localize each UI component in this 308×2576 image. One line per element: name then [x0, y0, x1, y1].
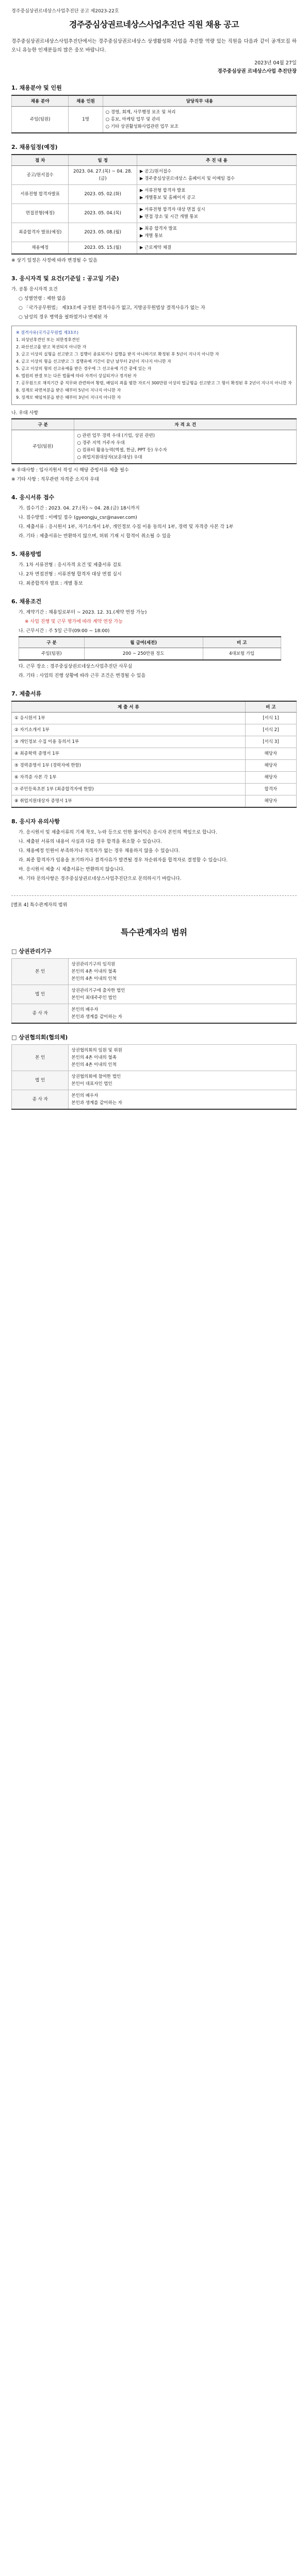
annex-item: 상권협의회에 참여한 법인 — [71, 1074, 121, 1079]
col-memo: 비 고 — [245, 701, 296, 713]
content-cell — [137, 223, 296, 242]
preference-note: ※ 기타 사항 : 직무관련 자격증 소지자 우대 — [11, 477, 99, 482]
memo-cell: 해당자 — [245, 748, 296, 760]
preference-title: 나. 우대 사항 — [11, 411, 39, 416]
col-kind: 구 분 — [12, 419, 74, 430]
condition-item: 다. 근무 장소 : 경주중심상권르네상스사업추진단 사무실 — [19, 664, 133, 669]
annex-item: 본인의 4촌 이내의 혈족 — [71, 1055, 117, 1060]
kind-cell: 법 인 — [12, 1071, 69, 1090]
condition-item: 가. 계약기간 : 채용일로부터 ~ 2023. 12. 31.(계약 연장 가능) — [19, 610, 147, 615]
content-item: ▶ 서류전형 합격자 발표 — [139, 188, 186, 193]
items-cell — [69, 1045, 297, 1071]
notice-date: 2023년 04월 27일 — [254, 60, 297, 66]
date-cell: 2023. 05. 08.(월) — [69, 223, 137, 242]
section-2-title: 2. 채용일정(예정) — [11, 144, 58, 150]
notice-number: 경주중심상권르네상스사업추진단 공고 제2023-22호 — [11, 9, 119, 14]
annex-item: 상권관리기구에 출자한 법인 — [71, 988, 125, 993]
req-item: ○ 취업지원대상자(보훈대상) 우대 — [77, 455, 142, 460]
box-line: 8. 징계로 파면처분을 받은 때부터 5년이 지나지 아니한 자 — [16, 388, 121, 393]
annex-item: 상권관리기구의 임직원 — [71, 962, 116, 967]
submission-item: 라. 기타 : 제출서류는 반환하지 않으며, 허위 기재 시 합격이 취소될 수 있음 — [19, 534, 171, 539]
caution-item: 가. 응시원서 및 제출서류의 기재 착오, 누락 등으로 인한 불이익은 응시자 본인의 책임으로 합니다. — [19, 830, 217, 835]
annex-item: 본인의 배우자 — [71, 1093, 99, 1098]
section-1-title: 1. 채용분야 및 인원 — [11, 84, 62, 91]
table-row — [12, 795, 297, 808]
section-8-title: 8. 응시자 유의사항 — [11, 818, 60, 825]
memo-cell: 해당자 — [245, 772, 296, 784]
table-row — [12, 985, 297, 1004]
pay-cell: 200 ~ 250만원 정도 — [84, 648, 203, 660]
box-line: 1. 피성년후견인 또는 피한정후견인 — [16, 337, 80, 342]
date-cell: 2023. 05. 02.(화) — [69, 185, 137, 204]
section-6-title: 6. 채용조건 — [11, 598, 42, 605]
memo-cell: 해당자 — [245, 795, 296, 808]
submission-item: 다. 제출서류 : 응시원서 1부, 자기소개서 1부, 개인정보 수집 이용 동의서 1부, 경력 및 자격증 사본 각 1부 — [19, 524, 234, 530]
content-cell — [137, 242, 296, 255]
recruit-field-table — [11, 95, 297, 133]
caution-item: 다. 채용예정 인원이 부족하거나 적격자가 없는 경우 채용하지 않을 수 있습니다. — [19, 849, 180, 854]
col-memo: 비 고 — [203, 637, 281, 648]
content-item: ▶ 경주중심상권르네상스 홈페이지 및 이메일 접수 — [139, 176, 235, 181]
caution-item: 마. 응시원서 제출 시 제출서류는 반환하지 않습니다. — [19, 867, 125, 872]
doc-cell: ③ 개인정보 수집 이용 동의서 1부 — [12, 736, 246, 748]
annex-item: 본인과 생계를 같이하는 자 — [71, 1014, 122, 1020]
kind-cell: 종 사 자 — [12, 1090, 69, 1110]
method-item: 다. 최종합격자 발표 : 개별 통보 — [19, 581, 83, 586]
memo-cell: 4대보험 가입 — [203, 648, 281, 660]
condition-note: ※ 사업 진행 및 근무 평가에 따라 계약 연장 가능 — [25, 619, 123, 624]
table-row — [12, 185, 297, 204]
req-item: ○ 경주 지역 거주자 우대 — [77, 440, 125, 446]
date-cell: 2023. 05. 15.(월) — [69, 242, 137, 255]
duty-item: ○ 경영, 회계, 사무행정 보조 및 처리 — [105, 110, 176, 115]
condition-item: 라. 기타 : 사업의 진행 상황에 따라 근무 조건은 변경될 수 있음 — [19, 673, 146, 679]
count-cell: 1명 — [69, 107, 103, 133]
content-item: ▶ 개별 통보 — [139, 233, 163, 239]
kind-cell: 법 인 — [12, 985, 69, 1004]
kind-cell: 본 인 — [12, 959, 69, 985]
req-item: ○ 컴퓨터 활용능력(엑셀, 한글, PPT 등) 우수자 — [77, 448, 167, 453]
annex-section-1-title: □ 상권관리기구 — [11, 948, 52, 955]
annex-item: 본인이 최대주주인 법인 — [71, 995, 117, 1001]
page-title: 경주중심상권르네상스사업추진단 직원 채용 공고 — [69, 20, 239, 29]
preference-note: ※ 우대사항 : 입사지원서 작성 시 해당 증빙서류 제출 필수 — [11, 468, 129, 473]
field-cell: 주임(팀원) — [12, 107, 69, 133]
col-doc: 제 출 서 류 — [12, 701, 246, 713]
box-line: ※ 결격사유(국가공무원법 제33조) — [16, 330, 78, 335]
annex-item: 본인이 대표자인 법인 — [71, 1081, 112, 1087]
step-cell: 최종합격자 발표(예정) — [12, 223, 69, 242]
table-row — [12, 713, 297, 724]
annex-title: 특수관계자의 범위 — [120, 927, 188, 937]
col-pay: 월 급여(세전) — [84, 637, 203, 648]
content-item: ▶ 면접 장소 및 시간 개별 통보 — [139, 214, 198, 219]
step-cell: 면접전형(예정) — [12, 204, 69, 223]
memo-cell: [서식 2] — [245, 724, 296, 736]
memo-cell: [서식 1] — [245, 713, 296, 724]
condition-item: 나. 근무시간 : 주 5일 근무(09:00 ~ 18:00) — [19, 629, 110, 634]
doc-cell: ⑥ 자격증 사본 각 1부 — [12, 772, 246, 784]
col-date: 일 정 — [69, 155, 137, 166]
col-count: 채용 인원 — [69, 95, 103, 107]
salary-table — [19, 636, 281, 660]
step-cell: 채용예정 — [12, 242, 69, 255]
table-row — [19, 648, 281, 660]
duties-cell — [103, 107, 296, 133]
doc-cell: ⑦ 주민등록초본 1부 (최종합격자에 한함) — [12, 784, 246, 795]
common-req-item: ○ 「국가공무원법」 제33조에 규정된 결격사유가 없고, 지방공무원법상 결격사유가 없는 자 — [19, 306, 205, 311]
disqualification-box — [11, 326, 297, 405]
issuer-name: 경주중심상권 르네상스사업 추진단장 — [217, 69, 297, 74]
box-line: 2. 파산선고를 받고 복권되지 아니한 자 — [16, 345, 87, 349]
memo-cell: [서식 3] — [245, 736, 296, 748]
req-cell — [74, 430, 297, 464]
annex-section-2-title: □ 상권협의회(협의체) — [11, 1034, 68, 1041]
method-item: 가. 1차 서류전형 : 응시자격 요건 및 제출서류 검토 — [19, 563, 122, 568]
memo-cell: 해당자 — [245, 760, 296, 772]
step-cell: 서류전형 합격자발표 — [12, 185, 69, 204]
col-duties: 담당직무 내용 — [103, 95, 296, 107]
box-line: 3. 금고 이상의 실형을 선고받고 그 집행이 종료되거나 집행을 받지 아니하기로 확정된 후 5년이 지나지 아니한 자 — [16, 352, 219, 357]
box-line: 9. 징계로 해임처분을 받은 때부터 3년이 지나지 아니한 자 — [16, 395, 121, 400]
table-row — [12, 242, 297, 255]
table-row — [12, 107, 297, 133]
table-row — [12, 748, 297, 760]
kind-cell: 본 인 — [12, 1045, 69, 1071]
table-row — [12, 1004, 297, 1024]
items-cell — [69, 1071, 297, 1090]
documents-table — [11, 701, 297, 808]
caution-item: 나. 제출된 서류의 내용이 사실과 다를 경우 합격을 취소할 수 있습니다. — [19, 839, 162, 844]
annex-item: 본인의 4촌 이내의 인척 — [71, 1062, 117, 1067]
page-divider — [11, 895, 297, 896]
section-5-title: 5. 채용방법 — [11, 551, 42, 557]
common-req-item: ○ 남성의 경우 병역을 필하였거나 면제된 자 — [19, 315, 108, 320]
table-row — [12, 724, 297, 736]
table-row — [12, 430, 297, 464]
items-cell — [69, 985, 297, 1004]
col-content: 추 진 내 용 — [137, 155, 296, 166]
table-row — [12, 1090, 297, 1110]
content-item: ▶ 서류전형 합격자 대상 면접 실시 — [139, 207, 205, 212]
doc-cell: ⑤ 경력증명서 1부 (경력자에 한함) — [12, 760, 246, 772]
table-row — [12, 772, 297, 784]
content-item: ▶ 근로계약 체결 — [139, 245, 172, 250]
kind-cell: 주임(팀원) — [19, 648, 85, 660]
table-row — [12, 784, 297, 795]
common-req-title: 가. 공통 응시자격 요건 — [11, 287, 58, 292]
annex-label: [별표 4] 특수관계자의 범위 — [11, 903, 68, 908]
duty-item: ○ 홍보, 마케팅 업무 및 관리 — [105, 117, 160, 122]
common-req-item: ○ 성별연령 : 제한 없음 — [19, 296, 66, 301]
annex-item: 본인의 4촌 이내의 인척 — [71, 976, 117, 981]
table-row — [12, 1045, 297, 1071]
annex-item: 상권협의회의 임원 및 위원 — [71, 1048, 122, 1053]
table-row — [12, 166, 297, 185]
section-4-title: 4. 응시서류 접수 — [11, 494, 55, 501]
intro-text: 경주중심상권르네상스사업추진단에서는 경주중심상권르네상스 상생활성화 사업을 추진할 역량 있는 직원을 다음과 같이 공개모집 하오니 유능한 인재분들의 많은 응모 바랍니다. — [11, 39, 297, 53]
method-item: 나. 2차 면접전형 : 서류전형 합격자 대상 면접 실시 — [19, 572, 122, 577]
annex-item: 본인의 4촌 이내의 혈족 — [71, 969, 117, 974]
caution-item: 라. 최종 합격자가 임용을 포기하거나 결격사유가 발견될 경우 차순위자를 합격자로 결정할 수 있습니다. — [19, 858, 228, 863]
schedule-note: ※ 상기 일정은 사정에 따라 변경될 수 있음 — [11, 258, 98, 263]
kind-cell: 주임(팀원) — [12, 430, 74, 464]
step-cell: 공고/원서접수 — [12, 166, 69, 185]
box-line: 4. 금고 이상의 형을 선고받고 그 집행유예 기간이 끝난 날부터 2년이 지나지 아니한 자 — [16, 359, 171, 364]
items-cell — [69, 959, 297, 985]
doc-cell: ④ 최종학력 증명서 1부 — [12, 748, 246, 760]
items-cell — [69, 1004, 297, 1024]
box-line: 7. 공무원으로 재직기간 중 직무와 관련하여 횡령, 배임의 죄를 범한 자로서 300만원 이상의 벌금형을 선고받고 그 형이 확정된 후 2년이 지나지 아니한 자 — [16, 381, 292, 385]
box-line: 5. 금고 이상의 형의 선고유예를 받은 경우에 그 선고유예 기간 중에 있는 자 — [16, 366, 152, 371]
annex-table-1 — [11, 958, 297, 1024]
memo-cell: 합격자 — [245, 784, 296, 795]
table-row — [12, 223, 297, 242]
table-row — [12, 1071, 297, 1090]
content-item: ▶ 최종 합격자 발표 — [139, 226, 177, 231]
date-cell: 2023. 04. 27.(목) ~ 04. 28.(금) — [69, 166, 137, 185]
box-line: 6. 법원의 판결 또는 다른 법률에 따라 자격이 상실되거나 정지된 자 — [16, 374, 137, 378]
content-cell — [137, 204, 296, 223]
section-3-title: 3. 응시자격 및 요건(기준일 : 공고일 기준) — [11, 275, 119, 282]
col-step: 절 차 — [12, 155, 69, 166]
content-item: ▶ 개별통보 및 홈페이지 공고 — [139, 195, 196, 200]
content-cell — [137, 185, 296, 204]
submission-item: 나. 접수방법 : 이메일 접수 (gyeongju_csr@naver.com) — [19, 515, 137, 520]
content-item: ▶ 공고/원서접수 — [139, 169, 172, 174]
doc-cell: ① 응시원서 1부 — [12, 713, 246, 724]
annex-table-2 — [11, 1044, 297, 1110]
duty-item: ○ 기타 상권활성화사업관련 업무 보조 — [105, 124, 179, 129]
table-row — [12, 204, 297, 223]
table-row — [12, 760, 297, 772]
doc-cell: ② 자기소개서 1부 — [12, 724, 246, 736]
schedule-table — [11, 154, 297, 255]
caution-item: 바. 기타 문의사항은 경주중심상권르네상스사업추진단으로 문의하시기 바랍니다. — [19, 876, 182, 882]
kind-cell: 종 사 자 — [12, 1004, 69, 1024]
col-req: 자 격 요 건 — [74, 419, 297, 430]
preference-table — [11, 418, 297, 464]
col-field: 채용 분야 — [12, 95, 69, 107]
date-cell: 2023. 05. 04.(목) — [69, 204, 137, 223]
content-cell — [137, 166, 296, 185]
items-cell — [69, 1090, 297, 1110]
req-item: ○ 관련 업무 경력 우대 (기업, 상권 관련) — [77, 433, 155, 438]
doc-cell: ⑧ 취업지원대상자 증명서 1부 — [12, 795, 246, 808]
table-row — [12, 736, 297, 748]
section-7-title: 7. 제출서류 — [11, 690, 42, 697]
col-kind: 구 분 — [19, 637, 85, 648]
table-row — [12, 959, 297, 985]
annex-item: 본인의 배우자 — [71, 1007, 99, 1012]
submission-item: 가. 접수기간 : 2023. 04. 27.(목) ~ 04. 28.(금) 18시까지 — [19, 506, 140, 511]
annex-item: 본인과 생계를 같이하는 자 — [71, 1100, 122, 1106]
